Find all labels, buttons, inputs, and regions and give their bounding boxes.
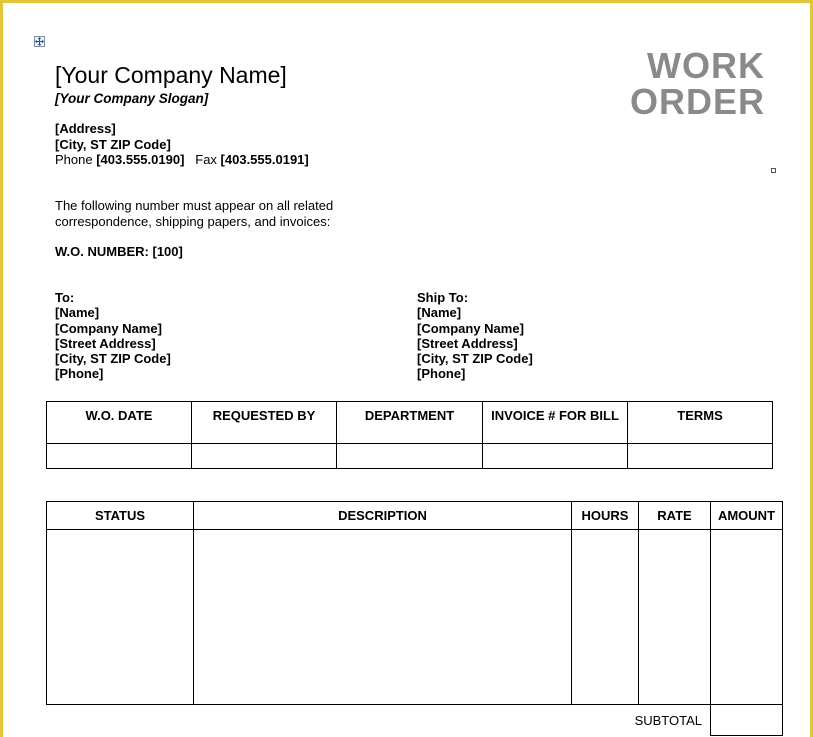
document-title: WORK ORDER bbox=[629, 45, 765, 122]
cell-rate[interactable] bbox=[639, 530, 711, 705]
to-block: To: [Name] [Company Name] [Street Address] [City, ST ZIP Code] [Phone] bbox=[55, 290, 171, 382]
header-terms: TERMS bbox=[628, 402, 773, 444]
ship-to-block: Ship To: [Name] [Company Name] [Street Address] [City, ST ZIP Code] [Phone] bbox=[417, 290, 533, 382]
city-line: [City, ST ZIP Code] bbox=[55, 137, 171, 152]
notice-text: The following number must appear on all related correspondence, shipping papers, and invoices: bbox=[55, 198, 334, 229]
wo-number: W.O. NUMBER: [100] bbox=[55, 244, 183, 259]
order-info-table bbox=[46, 401, 773, 469]
header-department: DEPARTMENT bbox=[337, 402, 483, 444]
header-invoice-for-bill: INVOICE # FOR BILL bbox=[483, 402, 628, 444]
header-description: DESCRIPTION bbox=[194, 502, 572, 530]
resize-handle[interactable] bbox=[771, 168, 776, 173]
table-move-handle-icon[interactable] bbox=[34, 36, 45, 47]
subtotal-label: SUBTOTAL bbox=[634, 712, 702, 728]
header-rate: RATE bbox=[639, 502, 711, 530]
phone-fax-line: Phone [403.555.0190] Fax [403.555.0191] bbox=[55, 152, 309, 167]
header-requested-by: REQUESTED BY bbox=[192, 402, 337, 444]
company-slogan: [Your Company Slogan] bbox=[55, 91, 209, 106]
cell-status[interactable] bbox=[47, 530, 194, 705]
cell-amount[interactable] bbox=[711, 530, 783, 705]
fax-number: [403.555.0191] bbox=[220, 152, 309, 167]
cell-terms[interactable] bbox=[628, 444, 773, 469]
line-items-table bbox=[46, 501, 783, 736]
address-line: [Address] bbox=[55, 121, 116, 136]
cell-subtotal[interactable] bbox=[711, 705, 783, 736]
cell-wo-date[interactable] bbox=[47, 444, 192, 469]
cell-description[interactable] bbox=[194, 530, 572, 705]
header-status: STATUS bbox=[47, 502, 194, 530]
cell-hours[interactable] bbox=[572, 530, 639, 705]
header-hours: HOURS bbox=[572, 502, 639, 530]
header-amount: AMOUNT bbox=[711, 502, 783, 530]
cell-department[interactable] bbox=[337, 444, 483, 469]
phone-number: [403.555.0190] bbox=[96, 152, 185, 167]
company-name: [Your Company Name] bbox=[55, 62, 287, 88]
cell-requested-by[interactable] bbox=[192, 444, 337, 469]
header-wo-date: W.O. DATE bbox=[47, 402, 192, 444]
cell-invoice-for-bill[interactable] bbox=[483, 444, 628, 469]
